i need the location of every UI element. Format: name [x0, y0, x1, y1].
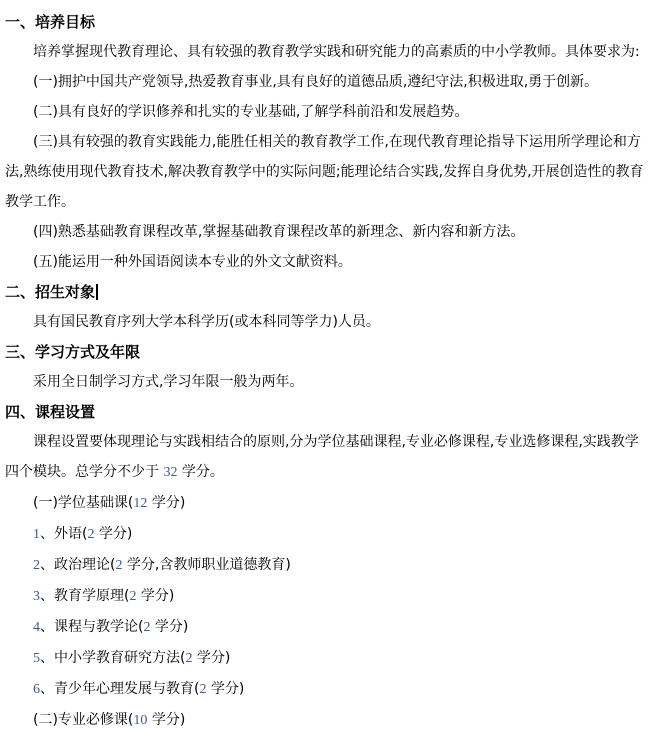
heading-enrollment-target — [5, 277, 650, 307]
objective-item-3 — [5, 127, 650, 217]
paragraph-text: (三)具有较强的教育实践能力,能胜任相关的教育教学工作,在现代教育理论指导下运用所学理论和方法,熟练使用现代教育技术,解决教育教学中的实际问题;能理论结合实践,发挥自身优势,开展创造性的教育教学工作。 — [5, 134, 644, 210]
course-group-required — [5, 705, 650, 736]
heading-text: 一、培养目标 — [5, 13, 96, 31]
course-group-basic — [5, 488, 650, 519]
heading-text: 二、招生对象 — [5, 283, 96, 301]
doc-paragraph — [5, 37, 650, 67]
heading-text: 四、课程设置 — [5, 403, 96, 421]
list-item-text: 4、课程与教学论(2 学分) — [33, 619, 189, 635]
heading-training-objectives — [5, 7, 650, 37]
paragraph-text: (二)具有良好的学识修养和扎实的专业基础,了解学科前沿和发展趋势。 — [33, 104, 469, 120]
doc-paragraph — [5, 427, 650, 488]
course-item-2 — [5, 550, 650, 581]
list-item-text: 3、教育学原理(2 学分) — [33, 588, 175, 604]
paragraph-text: (二)专业必修课(10 学分) — [33, 712, 186, 728]
course-item-4 — [5, 612, 650, 643]
course-item-1 — [5, 519, 650, 550]
paragraph-text: 培养掌握现代教育理论、具有较强的教育教学实践和研究能力的高素质的中小学教师。具体要求为: — [33, 44, 640, 60]
paragraph-text: (一)拥护中国共产党领导,热爱教育事业,具有良好的道德品质,遵纪守法,积极进取,勇于创新。 — [33, 74, 599, 90]
doc-paragraph — [5, 307, 650, 337]
list-item-text: 6、青少年心理发展与教育(2 学分) — [33, 681, 245, 697]
paragraph-text: (四)熟悉基础教育课程改革,掌握基础教育课程改革的新理念、新内容和新方法。 — [33, 224, 525, 240]
objective-item-4 — [5, 217, 650, 247]
list-item-text: 2、政治理论(2 学分,含教师职业道德教育) — [33, 557, 291, 573]
heading-text: 三、学习方式及年限 — [5, 343, 141, 361]
doc-paragraph — [5, 367, 650, 397]
course-item-3 — [5, 581, 650, 612]
list-item-text: 5、中小学教育研究方法(2 学分) — [33, 650, 231, 666]
course-item-6 — [5, 674, 650, 705]
text-cursor — [96, 284, 98, 300]
paragraph-text: 课程设置要体现理论与实践相结合的原则,分为学位基础课程,专业必修课程,专业选修课程,实践教学四个模块。总学分不少于 32 学分。 — [5, 434, 639, 480]
objective-item-1 — [5, 67, 650, 97]
paragraph-text: (五)能运用一种外国语阅读本专业的外文文献资料。 — [33, 254, 352, 270]
paragraph-text: 具有国民教育序列大学本科学历(或本科同等学力)人员。 — [33, 314, 380, 330]
paragraph-text: (一)学位基础课(12 学分) — [33, 495, 186, 511]
course-item-5 — [5, 643, 650, 674]
heading-study-mode-and-duration — [5, 337, 650, 367]
list-item-text: 1、外语(2 学分) — [33, 526, 133, 542]
objective-item-2 — [5, 97, 650, 127]
heading-curriculum-setup — [5, 397, 650, 427]
paragraph-text: 采用全日制学习方式,学习年限一般为两年。 — [33, 374, 304, 390]
objective-item-5 — [5, 247, 650, 277]
